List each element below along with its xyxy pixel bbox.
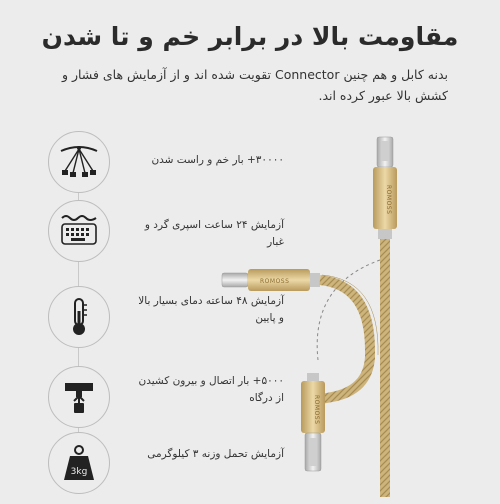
page-title: مقاومت بالا در برابر خم و تا شدن	[41, 22, 459, 51]
bend-test-icon	[48, 131, 110, 193]
feature-temperature-label: آزمایش ۴۸ ساعته دمای بسیار بالا و پایین	[138, 295, 284, 324]
feature-plug-label: ۵۰۰۰+ بار اتصال و بیرون کشیدن از درگاه	[138, 375, 284, 404]
description-text: بدنه کابل و هم چنین Connector تقویت شده اند و از آزمایش های فشار و کشش بالا عبور کرده اند.	[61, 67, 448, 103]
weight-icon	[48, 432, 110, 494]
brand-logo-bottom: ROMOSS	[313, 395, 320, 425]
weight-icon-label: 3kg	[70, 467, 88, 477]
side-connector	[222, 269, 320, 291]
feature-dust-label: آزمایش ۲۴ ساعت اسپری گرد و غبار	[144, 219, 284, 248]
top-connector	[373, 137, 397, 239]
thermometer-icon	[48, 286, 110, 348]
plug-pull-icon	[48, 366, 110, 428]
dust-test-icon	[48, 200, 110, 262]
cable-illustration	[220, 135, 450, 500]
main-cable	[380, 239, 390, 497]
feature-weight-label: آزمایش تحمل وزنه ۳ کیلوگرمی	[147, 448, 284, 460]
brand-logo-side: ROMOSS	[260, 278, 290, 285]
feature-bend-label: ۳۰۰۰۰+ بار خم و راست شدن	[151, 154, 284, 166]
bottom-connector	[301, 373, 325, 471]
bent-cable	[320, 280, 370, 360]
brand-logo-top: ROMOSS	[385, 185, 392, 215]
